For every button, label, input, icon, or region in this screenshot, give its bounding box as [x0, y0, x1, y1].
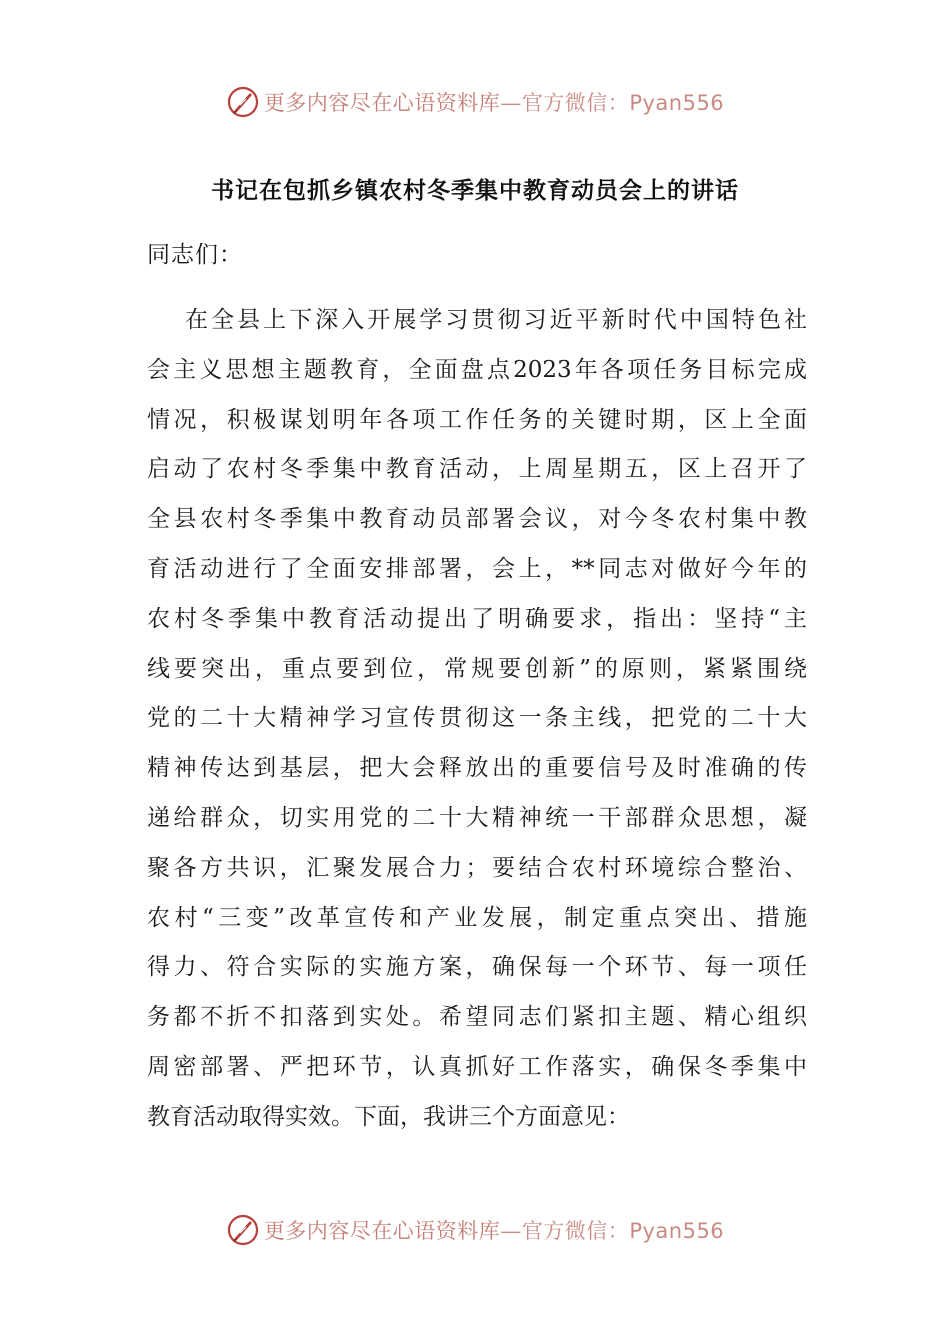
greeting: 同志们： — [147, 242, 243, 268]
document-title: 书记在包抓乡镇农村冬季集中教育动员会上的讲话 — [211, 177, 739, 204]
paragraph-line: 递给群众，切实用党的二十大精神统一干部群众思想，凝 — [147, 804, 807, 831]
paragraph-line: 农村冬季集中教育活动提出了明确要求，指出：坚持“主 — [147, 605, 807, 632]
watermark-site: 更多内容尽在心语资料库 — [263, 1219, 501, 1243]
watermark-text — [264, 87, 724, 117]
paragraph-line: 情况，积极谋划明年各项工作任务的关键时期，区上全面 — [147, 406, 807, 433]
paragraph-line: 线要突出，重点要到位，常规要创新”的原则，紧紧围绕 — [147, 655, 807, 682]
quill-pen-logo-icon — [226, 85, 260, 119]
paragraph-line: 育活动进行了全面安排部署，会上，**同志对做好今年的 — [147, 555, 807, 582]
paragraph-line: 教育活动取得实效。下面，我讲三个方面意见： — [147, 1103, 630, 1130]
watermark-wechat-id: Pyan556 — [629, 91, 725, 115]
watermark-text — [264, 1215, 724, 1245]
paragraph-line: 全县农村冬季集中教育动员部署会议，对今冬农村集中教 — [147, 506, 807, 533]
paragraph-line: 得力、符合实际的实施方案，确保每一个环节、每一项任 — [147, 954, 807, 981]
paragraph-line: 会主义思想主题教育，全面盘点2023年各项任务目标完成 — [147, 356, 807, 383]
watermark-separator: — — [500, 91, 522, 115]
paragraph-line: 周密部署、严把环节，认真抓好工作落实，确保冬季集中 — [147, 1053, 807, 1080]
watermark-wechat-label: 官方微信： — [521, 1219, 630, 1243]
paragraph-line: 精神传达到基层，把大会释放出的重要信号及时准确的传 — [147, 755, 807, 782]
paragraph-line: 聚各方共识，汇聚发展合力；要结合农村环境综合整治、 — [147, 854, 807, 881]
watermark-wechat-id: Pyan556 — [629, 1219, 725, 1243]
quill-pen-logo-icon — [226, 1213, 260, 1247]
paragraph-line: 务都不折不扣落到实处。希望同志们紧扣主题、精心组织 — [147, 1004, 807, 1031]
watermark-site: 更多内容尽在心语资料库 — [263, 91, 501, 115]
body-paragraph — [147, 296, 807, 1143]
watermark-separator: — — [500, 1219, 522, 1243]
paragraph-line: 在全县上下深入开展学习贯彻习近平新时代中国特色社 — [185, 307, 807, 333]
paragraph-line: 农村“三变”改革宣传和产业发展，制定重点突出、措施 — [147, 904, 807, 931]
paragraph-line: 党的二十大精神学习宣传贯彻这一条主线，把党的二十大 — [147, 705, 807, 732]
watermark-wechat-label: 官方微信： — [521, 91, 630, 115]
paragraph-line: 启动了农村冬季集中教育活动，上周星期五，区上召开了 — [147, 456, 807, 483]
header-watermark — [0, 82, 950, 122]
footer-watermark — [0, 1210, 950, 1250]
